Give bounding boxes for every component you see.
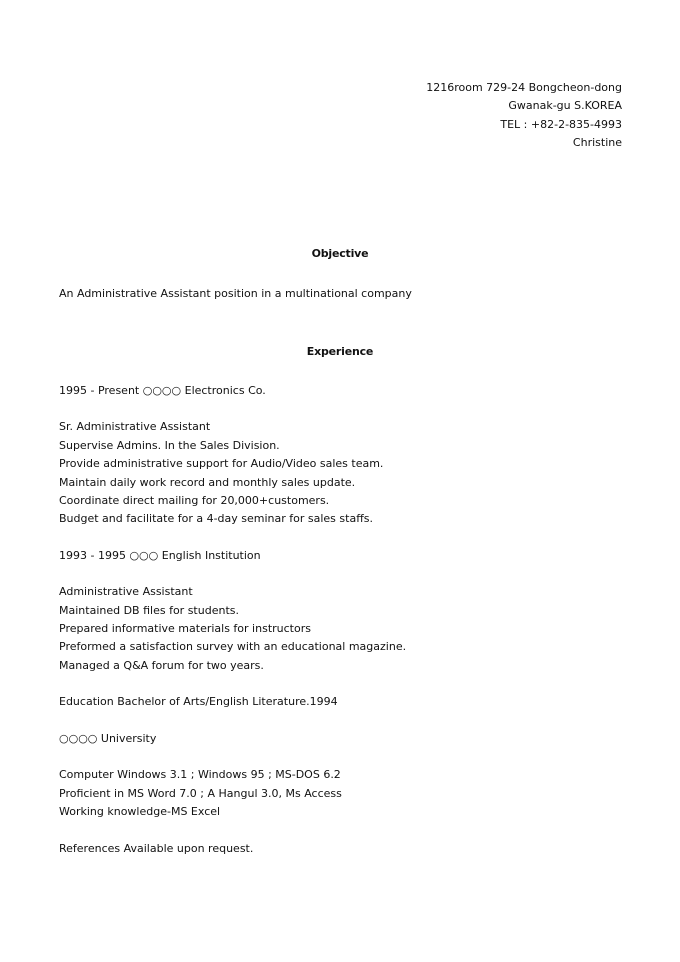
job2-period: 1993 - 1995 ○○○ English Institution [59,549,261,562]
job2-title: Administrative Assistant [59,585,193,598]
job2-duty: Managed a Q&A forum for two years. [59,659,264,672]
job1-duty: Provide administrative support for Audio/Video sales team. [59,457,384,470]
contact-address-block [426,79,622,152]
computer-skills-line: Proficient in MS Word 7.0 ; A Hangul 3.0, Ms Access [59,787,342,800]
job2-duty: Maintained DB files for students. [59,604,239,617]
objective-heading: Objective [311,247,369,260]
computer-skills-line: Computer Windows 3.1 ; Windows 95 ; MS-DOS 6.2 [59,768,341,781]
computer-skills-line: Working knowledge-MS Excel [59,805,221,818]
job1-duty: Coordinate direct mailing for 20,000+customers. [59,494,330,507]
job1-title: Sr. Administrative Assistant [59,420,211,433]
job1-duty: Budget and facilitate for a 4-day seminar for sales staffs. [59,512,374,525]
experience-heading: Experience [306,345,374,358]
education-degree: Education Bachelor of Arts/English Literature.1994 [59,695,338,708]
references-text: References Available upon request. [59,842,254,855]
job2-duty: Preformed a satisfaction survey with an educational magazine. [59,640,407,653]
address-city: Gwanak-gu S.KOREA [508,99,622,113]
address-street: 1216room 729-24 Bongcheon-dong [426,81,622,94]
job1-duty: Maintain daily work record and monthly sales update. [59,476,356,489]
job1-period: 1995 - Present ○○○○ Electronics Co. [59,384,266,397]
job2-duty: Prepared informative materials for instructors [59,622,311,635]
job1-duty: Supervise Admins. In the Sales Division. [59,439,280,452]
objective-text: An Administrative Assistant position in a multinational company [59,287,412,300]
education-school: ○○○○ University [59,732,157,745]
address-name: Christine [572,135,622,149]
address-phone: TEL : +82-2-835-4993 [500,117,622,131]
